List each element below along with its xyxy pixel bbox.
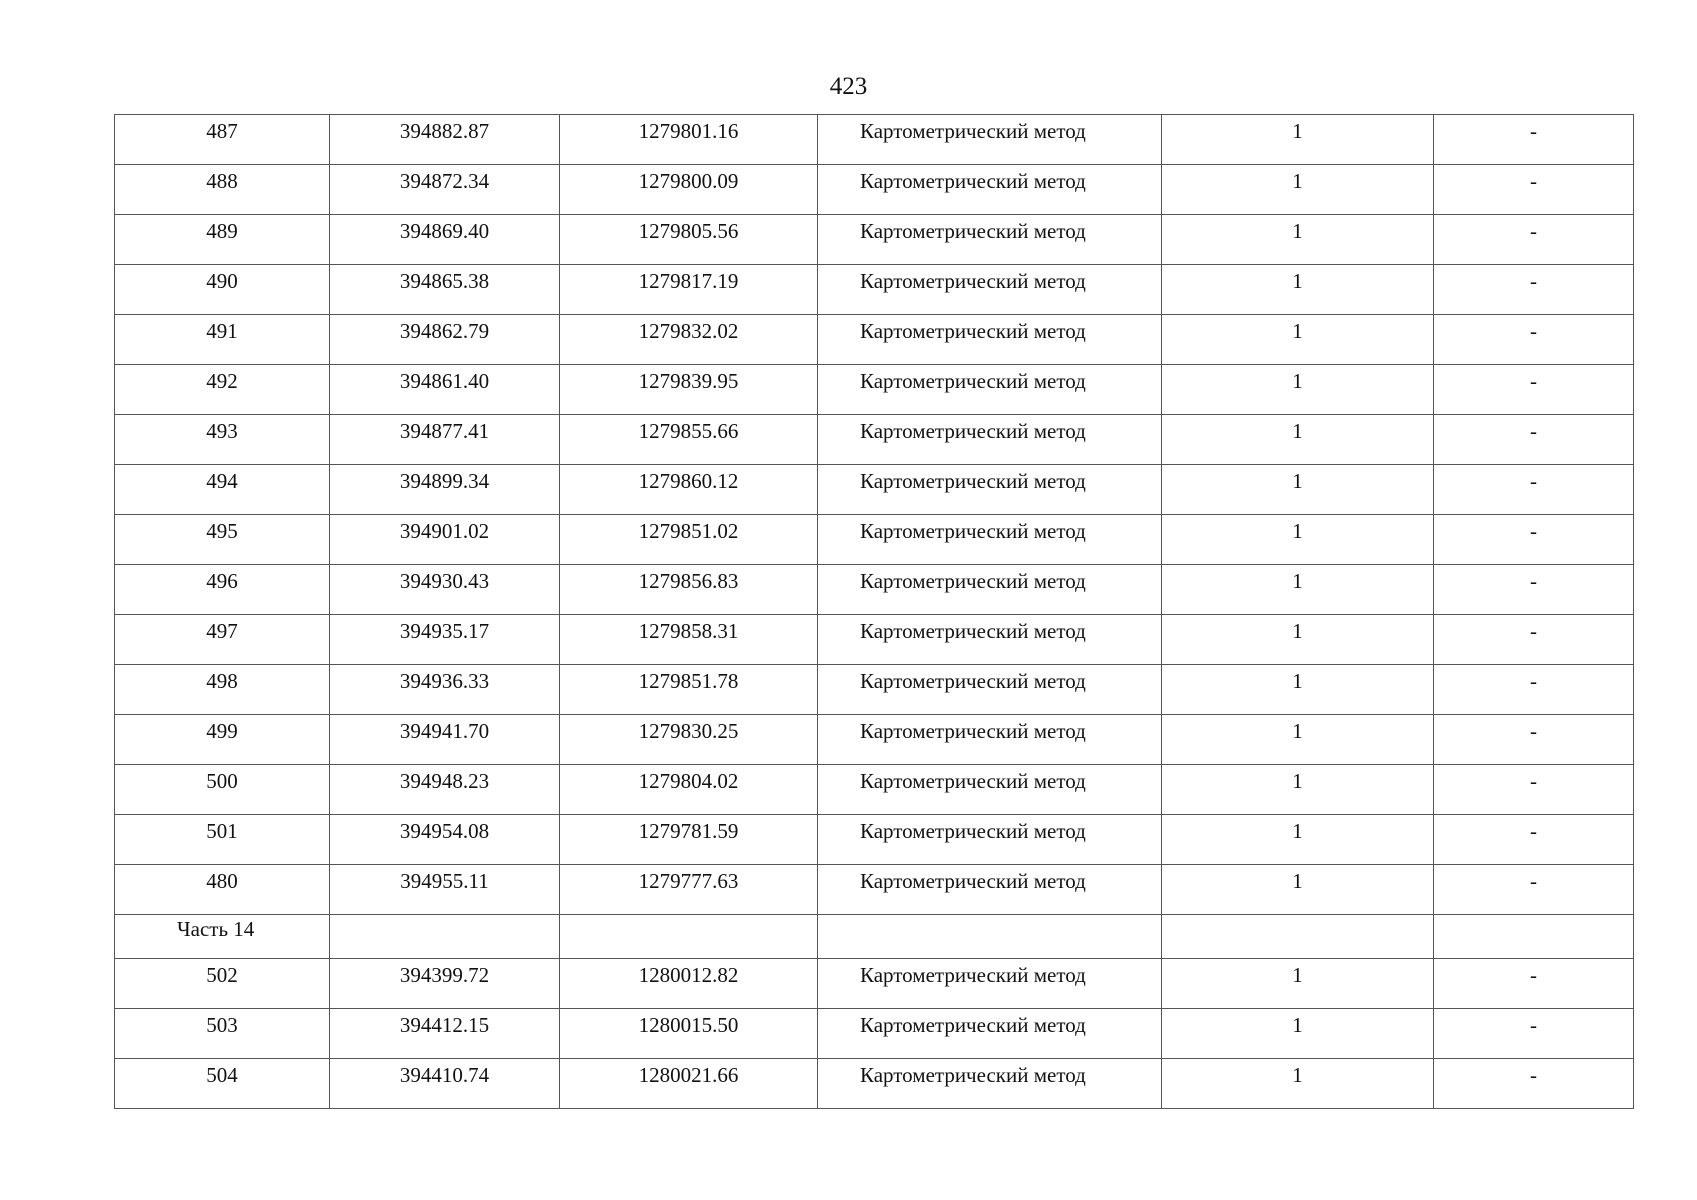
method-cell: Картометрический метод (818, 415, 1162, 465)
point-number-cell: 493 (115, 415, 330, 465)
table-row (115, 665, 1634, 715)
note-cell: - (1434, 765, 1634, 815)
note-cell: - (1434, 665, 1634, 715)
x-coordinate-cell: 394861.40 (330, 365, 560, 415)
x-coordinate-cell: 394955.11 (330, 865, 560, 915)
method-cell: Картометрический метод (818, 815, 1162, 865)
y-coordinate-cell: 1279817.19 (560, 265, 818, 315)
note-cell: - (1434, 215, 1634, 265)
x-coordinate-cell: 394862.79 (330, 315, 560, 365)
x-coordinate-cell: 394954.08 (330, 815, 560, 865)
point-number-cell: 496 (115, 565, 330, 615)
point-number-cell: 498 (115, 665, 330, 715)
accuracy-cell: 1 (1162, 565, 1434, 615)
table-row (115, 365, 1634, 415)
point-number-cell: 491 (115, 315, 330, 365)
point-number-cell: 495 (115, 515, 330, 565)
note-cell: - (1434, 165, 1634, 215)
note-cell: - (1434, 1059, 1634, 1109)
note-cell: - (1434, 315, 1634, 365)
note-cell: - (1434, 365, 1634, 415)
note-cell: - (1434, 415, 1634, 465)
method-cell: Картометрический метод (818, 565, 1162, 615)
table-row (115, 215, 1634, 265)
y-coordinate-cell: 1279800.09 (560, 165, 818, 215)
coordinates-table-body (115, 115, 1634, 1109)
x-coordinate-cell: 394869.40 (330, 215, 560, 265)
y-coordinate-cell: 1279805.56 (560, 215, 818, 265)
section-label-cell: Часть 14 (115, 915, 330, 959)
accuracy-cell: 1 (1162, 959, 1434, 1009)
accuracy-cell: 1 (1162, 415, 1434, 465)
y-coordinate-cell: 1280012.82 (560, 959, 818, 1009)
table-row (115, 715, 1634, 765)
y-coordinate-cell: 1279855.66 (560, 415, 818, 465)
x-coordinate-cell: 394877.41 (330, 415, 560, 465)
accuracy-cell: 1 (1162, 165, 1434, 215)
table-row (115, 315, 1634, 365)
table-row (115, 265, 1634, 315)
point-number-cell: 503 (115, 1009, 330, 1059)
point-number-cell: 494 (115, 465, 330, 515)
empty-cell (560, 915, 818, 959)
accuracy-cell: 1 (1162, 1009, 1434, 1059)
method-cell: Картометрический метод (818, 515, 1162, 565)
method-cell: Картометрический метод (818, 365, 1162, 415)
y-coordinate-cell: 1279860.12 (560, 465, 818, 515)
table-row (115, 765, 1634, 815)
accuracy-cell: 1 (1162, 715, 1434, 765)
note-cell: - (1434, 715, 1634, 765)
page-number: 423 (829, 73, 868, 100)
accuracy-cell: 1 (1162, 815, 1434, 865)
empty-cell (1434, 915, 1634, 959)
note-cell: - (1434, 615, 1634, 665)
accuracy-cell: 1 (1162, 515, 1434, 565)
accuracy-cell: 1 (1162, 1059, 1434, 1109)
y-coordinate-cell: 1279832.02 (560, 315, 818, 365)
note-cell: - (1434, 959, 1634, 1009)
point-number-cell: 502 (115, 959, 330, 1009)
x-coordinate-cell: 394872.34 (330, 165, 560, 215)
method-cell: Картометрический метод (818, 1009, 1162, 1059)
table-row (115, 165, 1634, 215)
accuracy-cell: 1 (1162, 315, 1434, 365)
table-row (115, 815, 1634, 865)
method-cell: Картометрический метод (818, 315, 1162, 365)
empty-cell (818, 915, 1162, 959)
table-row (115, 565, 1634, 615)
y-coordinate-cell: 1279801.16 (560, 115, 818, 165)
method-cell: Картометрический метод (818, 615, 1162, 665)
x-coordinate-cell: 394899.34 (330, 465, 560, 515)
table-row (115, 1059, 1634, 1109)
y-coordinate-cell: 1280015.50 (560, 1009, 818, 1059)
point-number-cell: 499 (115, 715, 330, 765)
method-cell: Картометрический метод (818, 1059, 1162, 1109)
x-coordinate-cell: 394930.43 (330, 565, 560, 615)
point-number-cell: 488 (115, 165, 330, 215)
table-row (115, 115, 1634, 165)
table-row (115, 1009, 1634, 1059)
x-coordinate-cell: 394941.70 (330, 715, 560, 765)
point-number-cell: 489 (115, 215, 330, 265)
x-coordinate-cell: 394410.74 (330, 1059, 560, 1109)
note-cell: - (1434, 1009, 1634, 1059)
table-row (115, 959, 1634, 1009)
x-coordinate-cell: 394936.33 (330, 665, 560, 715)
table-row (115, 865, 1634, 915)
method-cell: Картометрический метод (818, 665, 1162, 715)
method-cell: Картометрический метод (818, 865, 1162, 915)
point-number-cell: 501 (115, 815, 330, 865)
x-coordinate-cell: 394935.17 (330, 615, 560, 665)
method-cell: Картометрический метод (818, 215, 1162, 265)
point-number-cell: 490 (115, 265, 330, 315)
point-number-cell: 492 (115, 365, 330, 415)
accuracy-cell: 1 (1162, 115, 1434, 165)
y-coordinate-cell: 1279830.25 (560, 715, 818, 765)
accuracy-cell: 1 (1162, 765, 1434, 815)
y-coordinate-cell: 1279839.95 (560, 365, 818, 415)
y-coordinate-cell: 1279777.63 (560, 865, 818, 915)
accuracy-cell: 1 (1162, 865, 1434, 915)
table-row (115, 615, 1634, 665)
y-coordinate-cell: 1280021.66 (560, 1059, 818, 1109)
note-cell: - (1434, 565, 1634, 615)
y-coordinate-cell: 1279858.31 (560, 615, 818, 665)
table-row (115, 415, 1634, 465)
accuracy-cell: 1 (1162, 215, 1434, 265)
y-coordinate-cell: 1279856.83 (560, 565, 818, 615)
x-coordinate-cell: 394882.87 (330, 115, 560, 165)
note-cell: - (1434, 465, 1634, 515)
accuracy-cell: 1 (1162, 265, 1434, 315)
method-cell: Картометрический метод (818, 165, 1162, 215)
y-coordinate-cell: 1279851.02 (560, 515, 818, 565)
x-coordinate-cell: 394865.38 (330, 265, 560, 315)
point-number-cell: 504 (115, 1059, 330, 1109)
accuracy-cell: 1 (1162, 365, 1434, 415)
section-row (115, 915, 1634, 959)
empty-cell (330, 915, 560, 959)
x-coordinate-cell: 394412.15 (330, 1009, 560, 1059)
x-coordinate-cell: 394399.72 (330, 959, 560, 1009)
method-cell: Картометрический метод (818, 959, 1162, 1009)
point-number-cell: 480 (115, 865, 330, 915)
note-cell: - (1434, 515, 1634, 565)
point-number-cell: 500 (115, 765, 330, 815)
y-coordinate-cell: 1279781.59 (560, 815, 818, 865)
note-cell: - (1434, 865, 1634, 915)
accuracy-cell: 1 (1162, 465, 1434, 515)
empty-cell (1162, 915, 1434, 959)
method-cell: Картометрический метод (818, 465, 1162, 515)
note-cell: - (1434, 815, 1634, 865)
method-cell: Картометрический метод (818, 265, 1162, 315)
x-coordinate-cell: 394901.02 (330, 515, 560, 565)
point-number-cell: 487 (115, 115, 330, 165)
note-cell: - (1434, 265, 1634, 315)
coordinates-table (114, 114, 1634, 1109)
method-cell: Картометрический метод (818, 715, 1162, 765)
y-coordinate-cell: 1279804.02 (560, 765, 818, 815)
table-row (115, 515, 1634, 565)
point-number-cell: 497 (115, 615, 330, 665)
method-cell: Картометрический метод (818, 115, 1162, 165)
accuracy-cell: 1 (1162, 665, 1434, 715)
note-cell: - (1434, 115, 1634, 165)
table-row (115, 465, 1634, 515)
y-coordinate-cell: 1279851.78 (560, 665, 818, 715)
accuracy-cell: 1 (1162, 615, 1434, 665)
x-coordinate-cell: 394948.23 (330, 765, 560, 815)
method-cell: Картометрический метод (818, 765, 1162, 815)
